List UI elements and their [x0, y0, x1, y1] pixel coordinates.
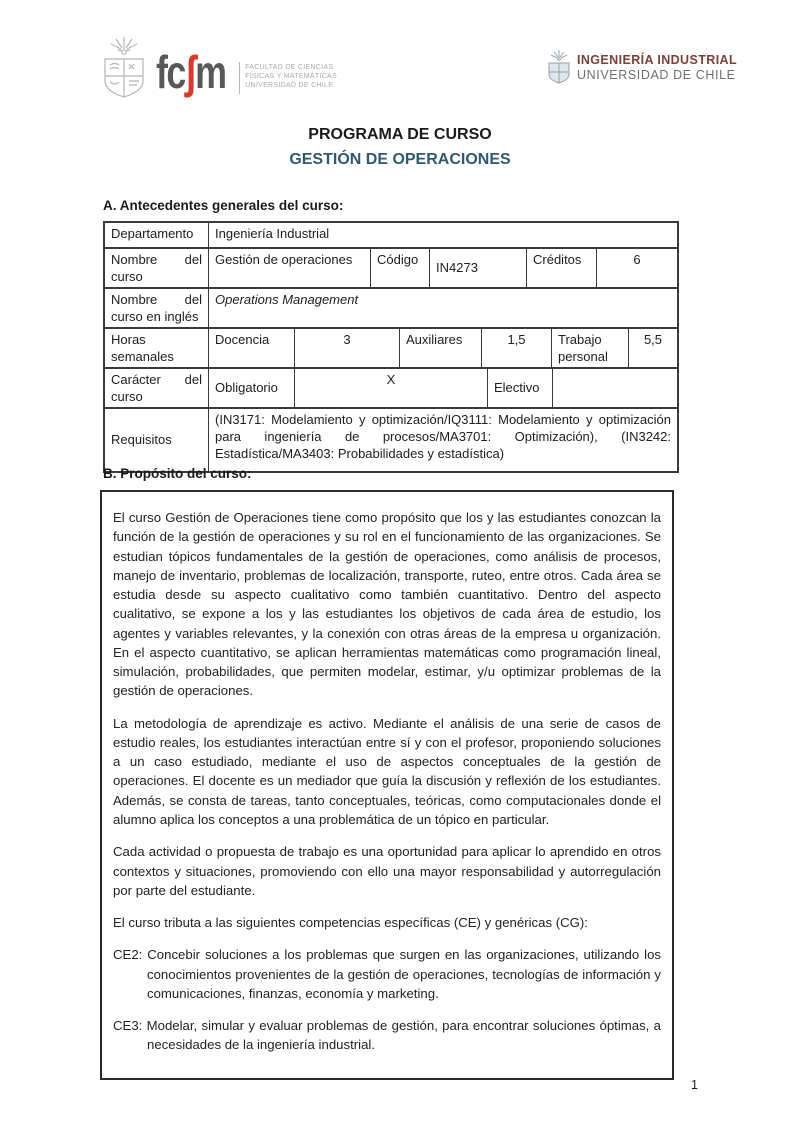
electivo-label: Electivo: [488, 369, 553, 407]
table-row-departamento: [105, 223, 677, 249]
universidad-de-chile-line: UNIVERSIDAD DE CHILE: [577, 68, 736, 82]
nombre-curso-label: Nombre del curso: [105, 249, 209, 287]
auxiliares-label: Auxiliares: [400, 329, 482, 367]
course-info-table: [103, 221, 679, 473]
obligatorio-label: Obligatorio: [209, 369, 295, 407]
fcfm-logo: [98, 36, 337, 102]
section-b-heading: B. Propósito del curso:: [103, 466, 252, 481]
purpose-paragraph-1: El curso Gestión de Operaciones tiene como propósito que los y las estudiantes conozcan la función de la gestión de operaciones y su rol en el funcionamiento de las organizaciones. Se estudian tópicos fundamentales de la gestión de operaciones, como análisis de procesos, manejo de inventario, problemas de localización, transporte, ruteo, entre otros. Cada área se estudia desde su aspecto cualitativo como también cuantitativo. Dentro del aspecto cualitativo, se expone a los y las estudiantes los objetivos de cada área de estudio, los agentes y variables relevantes, y la conexión con otras áreas de la empresa u organización. En el aspecto cuantitativo, se aplican herramientas matemáticas como programación lineal, simulación, probabilidades, que permiten modelar, estimar, y/u optimizar problemas de la gestión de operaciones.: [113, 510, 661, 699]
table-row-requisitos: [105, 409, 677, 471]
trabajo-personal-label: Trabajo personal: [552, 329, 629, 367]
creditos-value: 6: [633, 252, 641, 267]
departamento-label: Departamento: [105, 223, 209, 247]
nombre-ingles-label: Nombre del curso en inglés: [105, 289, 209, 327]
fcfm-caption-line3: UNIVERSIDAD DE CHILE: [245, 82, 334, 89]
wordmark-m: m: [195, 46, 226, 98]
page-number: 1: [691, 1078, 698, 1092]
competencia-ce2: [113, 945, 661, 1003]
section-a-heading: A. Antecedentes generales del curso:: [103, 198, 344, 213]
purpose-paragraph-2: La metodología de aprendizaje es activo. Mediante el análisis de una serie de casos de estudio reales, los estudiantes interactúan entre sí y con el profesor, proponiendo soluciones a un caso estudiado, mediante el uso de aspectos conceptuales de la gestión de operaciones. El docente es un mediador que guía la discusión y reflexión de los estudiantes. Además, se consta de tareas, tanto conceptuales, teóricas, como computacionales donde el alumno aplica los conceptos a una problemática de un tópico en particular.: [113, 715, 661, 827]
fcfm-logo-caption: [245, 63, 337, 90]
wordmark-red-f: ʃ: [184, 46, 196, 98]
horas-label: Horas semanales: [105, 329, 209, 367]
codigo-label: Código: [371, 249, 430, 287]
document-title: PROGRAMA DE CURSO: [308, 126, 492, 143]
ingenieria-industrial-line: INGENIERÍA INDUSTRIAL: [577, 53, 738, 67]
table-row-nombre-ingles: [105, 289, 677, 329]
logo-divider: [239, 62, 240, 94]
obligatorio-mark: X: [295, 369, 488, 407]
caracter-label: Carácter del curso: [105, 369, 209, 407]
purpose-paragraph-3: Cada actividad o propuesta de trabajo es una oportunidad para aplicar lo aprendido en otros contextos y situaciones, promoviendo con ello una mayor responsabilidad y autorregulación por parte del estudiante.: [113, 844, 661, 898]
purpose-paragraph-4: El curso tributa a las siguientes competencias específicas (CE) y genéricas (CG):: [113, 915, 588, 931]
creditos-label: Créditos: [527, 249, 597, 287]
uchile-crest-icon: [98, 36, 150, 102]
table-row-nombre-curso: [105, 249, 677, 289]
fcfm-caption-line2: FÍSICAS Y MATEMÁTICAS: [245, 73, 338, 80]
trabajo-personal-value: 5,5: [643, 332, 663, 347]
nombre-ingles-value: Operations Management: [215, 292, 359, 307]
uchile-crest-small-icon: [546, 50, 572, 86]
fcfm-wordmark: [156, 46, 226, 98]
departamento-value: Ingeniería Industrial: [215, 226, 330, 241]
docencia-label: Docencia: [209, 329, 295, 367]
fcfm-caption-line1: FACULTAD DE CIENCIAS: [245, 64, 334, 71]
codigo-value: IN4273: [430, 249, 527, 287]
docencia-value: 3: [295, 329, 400, 367]
ce3-code: CE3:: [113, 1018, 143, 1034]
table-row-horas: [105, 329, 677, 369]
requisitos-label: Requisitos: [105, 409, 209, 471]
wordmark-fc: fc: [156, 46, 185, 98]
electivo-mark: [553, 369, 677, 407]
title-block: [0, 126, 800, 169]
ce3-text: Modelar, simular y evaluar problemas de gestión, para encontrar soluciones óptimas, a necesidades de la ingeniería industrial.: [146, 1018, 661, 1053]
nombre-curso-value: Gestión de operaciones: [209, 249, 371, 287]
competencia-ce3: [113, 1016, 661, 1055]
ce2-code: CE2:: [113, 947, 143, 963]
ingenieria-industrial-logo: [546, 50, 737, 86]
requisitos-value: (IN3171: Modelamiento y optimización/IQ3111: Modelamiento y optimización para ingeniería de procesos/MA3701: Optimización), (IN3242: Estadística/MA3403: Probabilidades y estadística): [215, 412, 671, 461]
table-row-caracter: [105, 369, 677, 409]
auxiliares-value: 1,5: [482, 329, 552, 367]
course-title: GESTIÓN DE OPERACIONES: [289, 151, 511, 168]
ce2-text: Concebir soluciones a los problemas que surgen en las organizaciones, utilizando los conocimientos provenientes de la gestión de operaciones, tecnologías de información y comunicaciones, finanzas, economía y marketing.: [147, 947, 661, 1001]
purpose-box: [100, 490, 674, 1080]
ingenieria-industrial-text: [577, 53, 737, 83]
